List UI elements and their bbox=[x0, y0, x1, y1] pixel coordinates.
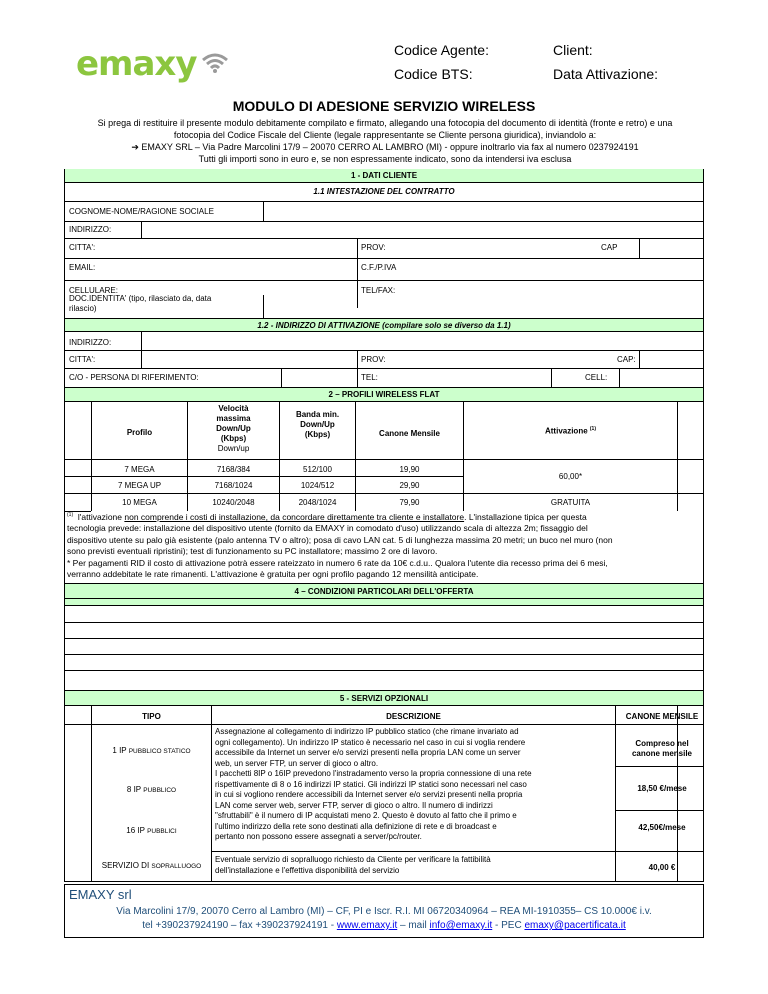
footer-contacts bbox=[65, 920, 703, 931]
footer-pec-label: - PEC bbox=[492, 920, 525, 931]
row-banda: 2048/1024 bbox=[298, 498, 337, 507]
email-label: EMAIL: bbox=[69, 263, 96, 272]
col-attivazione bbox=[464, 424, 677, 437]
desc-line: ogni collegamento). Un indirizzo IP statico è necessario nel caso in cui si voglia rendere bbox=[215, 737, 526, 747]
att-tel-label: TEL: bbox=[361, 373, 378, 382]
att-indirizzo-label: INDIRIZZO: bbox=[69, 338, 112, 347]
footer-mail-link[interactable]: info@emaxy.it bbox=[429, 920, 493, 931]
cap-label: CAP bbox=[601, 243, 618, 252]
tipo-text: 16 IP bbox=[126, 826, 148, 835]
cellulare-label: CELLULARE: bbox=[69, 286, 118, 295]
desc-line: web, un server FTP, un server di gioco o altro. bbox=[215, 758, 379, 768]
canone-1ip bbox=[616, 739, 708, 759]
att-cell-label: CELL: bbox=[585, 373, 608, 382]
tipo-text-small: SOPRALLUOGO bbox=[151, 863, 202, 870]
tipo-text: 1 IP bbox=[112, 746, 129, 755]
col-canone-mensile: CANONE MENSILE bbox=[625, 712, 699, 721]
row-canone: 79,90 bbox=[399, 498, 420, 507]
brand-wordmark: emaxy bbox=[76, 44, 197, 84]
note-underlined: non comprende i costi di installazione, da concordare direttamente tra cliente e installatore bbox=[124, 511, 465, 522]
footer-pec-link[interactable]: emaxy@pacertificata.it bbox=[524, 920, 626, 931]
row-velocita: 10240/2048 bbox=[212, 498, 255, 507]
row-banda: 1024/512 bbox=[300, 481, 335, 490]
col-banda-line: (Kbps) bbox=[304, 430, 331, 439]
offer-conditions-area[interactable] bbox=[65, 605, 703, 691]
note-mark: (1) bbox=[67, 512, 74, 518]
desc-line: pertanto non possono essere assegnati a server/pc/router. bbox=[215, 832, 422, 841]
indirizzo-label: INDIRIZZO: bbox=[69, 225, 112, 234]
row-canone: 29,90 bbox=[399, 481, 420, 490]
col-attivazione-label: Attivazione bbox=[544, 426, 588, 436]
row-velocita: 7168/1024 bbox=[214, 481, 253, 490]
desc-line: Eventuale servizio di sopralluogo richiesto da Cliente per verificare la fattibilità bbox=[215, 855, 491, 864]
col-tipo: TIPO bbox=[142, 712, 161, 721]
data-attivazione-label: Data Attivazione: bbox=[553, 66, 659, 82]
citta-label: CITTA': bbox=[69, 243, 96, 252]
col-velocita bbox=[188, 404, 279, 454]
doc-line: DOC.IDENTITA' (tipo, rilasciato da, data bbox=[69, 294, 212, 303]
codice-agente-label: Codice Agente: bbox=[394, 42, 489, 58]
footer-mail-label: – mail bbox=[397, 920, 430, 931]
wifi-icon bbox=[200, 50, 230, 74]
col-velocita-line: (Kbps) bbox=[220, 434, 247, 443]
note-text: l'attivazione bbox=[77, 511, 125, 522]
section-1-header: 1 - DATI CLIENTE bbox=[65, 169, 703, 183]
note-text: . L'installazione tipica per questa bbox=[464, 511, 587, 522]
tipo-text: SERVIZIO DI bbox=[101, 861, 152, 870]
section-5-header: 5 - SERVIZI OPZIONALI bbox=[65, 690, 703, 706]
document-title: MODULO DI ADESIONE SERVIZIO WIRELESS bbox=[232, 98, 536, 114]
section-1-1-header: 1.1 INTESTAZIONE DEL CONTRATTO bbox=[313, 187, 455, 196]
desc-line: I pacchetti 8IP o 16IP prevedono l'instradamento verso la propria connessione di una rete bbox=[215, 769, 532, 778]
row-profilo: 10 MEGA bbox=[122, 498, 157, 507]
note-text: tecnologia prevede: installazione del dispositivo utente (fornito da EMAXY in comodato d'uso) utilizzando scala di altezza 2m; fissaggio del bbox=[67, 523, 588, 534]
section-4-header: 4 – CONDIZIONI PARTICOLARI DELL'OFFERTA bbox=[65, 583, 703, 599]
col-descrizione: DESCRIZIONE bbox=[386, 712, 441, 721]
desc-line: LAN come server web, server FTP, server di gioco o altro. Il numero di indirizzi bbox=[215, 800, 493, 810]
desc-line: rispettivamente di 8 o 16 indirizzi IP statici. Gli indirizzi IP statici sono necessari nel caso bbox=[215, 779, 527, 789]
telfax-label: TEL/FAX: bbox=[361, 286, 396, 295]
doc-identita-label bbox=[69, 294, 211, 314]
footer-tel: tel +390237924190 – fax +390237924191 - bbox=[142, 920, 337, 931]
row-velocita: 7168/384 bbox=[216, 465, 251, 474]
col-banda bbox=[280, 410, 355, 440]
note-text: sono previsti eventuali ripristini); test di funzionamento su PC installatore; massimo 2 ore di lavoro. bbox=[67, 546, 438, 557]
desc-line: "sfruttabili" è il numero di IP acquistati meno 2. Questo è dovuto al fatto che il primo e bbox=[215, 811, 517, 820]
section-1-2-header: 1.2 - INDIRIZZO DI ATTIVAZIONE (compilare solo se diverso da 1.1) bbox=[65, 318, 703, 332]
tipo-1ip bbox=[92, 746, 211, 757]
tipo-8ip bbox=[92, 785, 211, 796]
desc-line: l'ultimo indirizzo della rete sono destinati alla definizione di rete e di broadcast e bbox=[215, 821, 497, 831]
tipo-text: 8 IP bbox=[126, 785, 144, 794]
note-text: * Per pagamenti RID il costo di attivazione potrà essere rateizzato in numero 6 rate da 10€ c.d.u.. Qualora l'utente dia recesso prima dei 6 mesi, bbox=[67, 557, 608, 568]
prov-label: PROV: bbox=[361, 243, 386, 252]
form-frame bbox=[64, 169, 704, 882]
desc-line: in cui si vogliono rendere accessibili da Internet server e/o servizi presenti nella propria bbox=[215, 790, 523, 799]
canone-line: Compreso nel bbox=[635, 739, 689, 748]
att-cap-label: CAP: bbox=[617, 355, 636, 364]
desc-line: accessibile da Internet un server e/o servizi presenti nella propria LAN come un server bbox=[215, 748, 521, 757]
canone-16ip: 42,50€/mese bbox=[638, 823, 686, 832]
note-text: dispositivo utente su palo già esistente (palo antenna TV o altro); posa di cavo LAN cat. 5 di lunghezza massima 20 metri; un buco nel muro (non bbox=[67, 534, 613, 545]
footer-company: EMAXY srl bbox=[69, 887, 132, 902]
att-prov-label: PROV: bbox=[361, 355, 386, 364]
note-ref: (1) bbox=[589, 426, 597, 432]
intro-text bbox=[60, 117, 710, 165]
col-velocita-line: Down/up bbox=[217, 444, 250, 453]
tipo-sopralluogo bbox=[92, 861, 211, 872]
footer bbox=[64, 884, 704, 938]
intro-address-line: ➔ EMAXY SRL – Via Padre Marcolini 17/9 – 20070 CERRO AL LAMBRO (MI) - oppure inoltrarlo via fax al numero 0237924191 bbox=[131, 142, 639, 152]
row-canone: 19,90 bbox=[399, 465, 420, 474]
row-profilo: 7 MEGA UP bbox=[117, 481, 162, 490]
installation-note bbox=[67, 510, 701, 581]
canone-line: canone mensile bbox=[631, 749, 693, 758]
att-citta-label: CITTA': bbox=[69, 355, 96, 364]
canone-sopralluogo: 40,00 € bbox=[648, 863, 676, 872]
desc-line: dell'installazione e l'effettiva disponibilità del servizio bbox=[215, 865, 400, 875]
row-banda: 512/100 bbox=[303, 465, 332, 474]
desc-sopralluogo bbox=[215, 855, 611, 876]
col-profilo: Profilo bbox=[126, 428, 153, 437]
co-persona-label: C/O - PERSONA DI RIFERIMENTO: bbox=[69, 373, 199, 382]
col-velocita-line: Velocità bbox=[218, 404, 249, 413]
tipo-text-small: PUBBLICI bbox=[147, 828, 177, 835]
intro-line: fotocopia del Codice Fiscale del Cliente (legale rappresentante se Cliente persona giuridica), inviandolo a: bbox=[173, 130, 597, 140]
tipo-16ip bbox=[92, 826, 211, 837]
canone-8ip: 18,50 €/mese bbox=[637, 784, 687, 793]
doc-line: rilascio) bbox=[69, 304, 97, 313]
intro-line: Si prega di restituire il presente modulo debitamente compilato e firmato, allegando una fotocopia del documento di identità (fronte e retro) e una bbox=[97, 118, 673, 128]
row-profilo: 7 MEGA bbox=[124, 465, 155, 474]
note-text: verranno addebitate le rate rimanenti. L'attivazione è gratuita per ogni profilo pagando 12 mensilità anticipate. bbox=[67, 569, 479, 580]
footer-web-link[interactable]: www.emaxy.it bbox=[336, 920, 398, 931]
attivazione-60: 60,00* bbox=[558, 472, 583, 481]
footer-address: Via Marcolini 17/9, 20070 Cerro al Lambro (MI) – CF, PI e Iscr. R.I. MI 06720340964 – REA MI-1910355– CS 10.000€ i.v. bbox=[116, 906, 652, 917]
cf-piva-label: C.F./P.IVA bbox=[361, 263, 397, 272]
desc-line: Assegnazione al collegamento di indirizzo IP pubblico statico (che rimane invariato ad bbox=[215, 727, 519, 736]
col-velocita-line: Down/Up bbox=[216, 424, 251, 433]
cognome-label: COGNOME-NOME/RAGIONE SOCIALE bbox=[69, 207, 214, 216]
emaxy-logo bbox=[76, 40, 236, 90]
col-velocita-line: massima bbox=[216, 414, 251, 423]
desc-1ip bbox=[215, 727, 611, 843]
codice-bts-label: Codice BTS: bbox=[394, 66, 473, 82]
client-label: Client: bbox=[553, 42, 593, 58]
tipo-text-small: PUBBLICO bbox=[143, 787, 177, 794]
col-banda-line: Down/Up bbox=[300, 420, 335, 429]
intro-line: Tutti gli importi sono in euro e, se non espressamente indicato, sono da intendersi iva esclusa bbox=[198, 154, 572, 164]
col-banda-line: Banda min. bbox=[295, 410, 340, 419]
col-canone: Canone Mensile bbox=[379, 429, 440, 438]
section-2-header: 2 – PROFILI WIRELESS FLAT bbox=[65, 387, 703, 402]
attivazione-gratuita: GRATUITA bbox=[550, 498, 591, 507]
tipo-text-small: PUBBLICO STATICO bbox=[128, 748, 191, 755]
